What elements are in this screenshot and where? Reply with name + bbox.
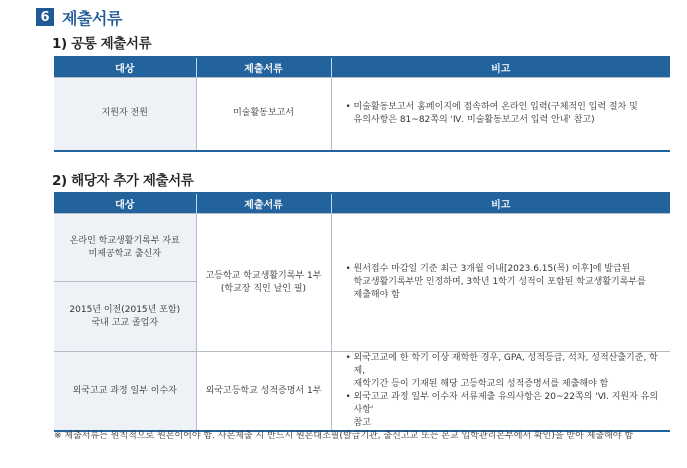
additional-heading: 2) 해당자 추가 제출서류 [52,173,194,189]
remark-bullet [346,263,661,302]
remark-line: 제출해야 함 [353,290,400,300]
header-target: 대상 [54,57,196,78]
header-document: 제출서류 [196,57,331,78]
remark-line: 미술활동보고서 홈페이지에 접속하여 온라인 입력(구체적인 입력 절차 및 [353,101,638,112]
document-cell: 미술활동보고서 [196,78,331,151]
remark-bullet [346,101,661,127]
document-cell: 외국고등학교 성적증명서 1부 [196,352,331,432]
remark-bullet [346,391,661,430]
target-cell: 외국고교 과정 일부 이수자 [54,352,196,432]
header-remark: 비고 [331,57,670,78]
remark-line: 학교생활기록부만 인정하며, 3학년 1학기 성적이 포함된 학교생활기록부를 [353,277,646,287]
remark-line: 원서접수 마감일 기준 최근 3개월 이내[2023.6.15(목) 이후]에 발급된 [353,264,631,274]
common-documents-table [54,56,670,152]
document-line: (학교장 직인 날인 필) [220,283,307,294]
remark-line: 유의사항은 81~82쪽의 'Ⅳ. 미술활동보고서 입력 안내' 참고) [353,114,595,125]
remark-cell [331,78,670,151]
remark-line: 참고 [353,418,371,428]
remark-line: 외국고교에 한 학기 이상 재학한 경우, GPA, 성적등급, 석차, 성적산출기준, 학제, [353,353,658,376]
target-cell [54,282,196,352]
target-line: 국내 고교 졸업자 [91,317,159,328]
target-line: 2015년 이전(2015년 포함) [69,304,181,315]
section-number: 6 [36,8,54,26]
table-row [54,214,670,282]
header-target: 대상 [54,193,196,214]
remark-cell [331,352,670,432]
section-title: 제출서류 [62,8,122,28]
table-header-row [54,193,670,214]
header-remark: 비고 [331,193,670,214]
remark-bullet [346,352,661,391]
table-row [54,352,670,432]
remark-cell [331,214,670,352]
target-line: 미제공학교 출신자 [88,248,161,259]
common-heading: 1) 공통 제출서류 [52,36,152,52]
target-cell: 지원자 전원 [54,78,196,151]
document-cell [196,214,331,352]
remark-line: 외국고교 과정 일부 이수자 서류제출 유의사항은 20~22쪽의 'Ⅵ. 지원자 유의사항' [353,392,659,415]
header-document: 제출서류 [196,193,331,214]
additional-documents-table [54,192,670,432]
target-cell [54,214,196,282]
footnote: ※ 제출서류는 원칙적으로 원본이어야 함. 사본제출 시 반드시 원본대조필(발급기관, 출신고교 또는 본교 입학관리본부에서 확인)을 받아 제출해야 함 [54,431,634,441]
target-line: 온라인 학교생활기록부 자료 [69,235,180,246]
remark-line: 재학기간 등이 기재된 해당 고등학교의 성적증명서를 제출해야 함 [353,379,609,389]
table-row [54,78,670,151]
table-header-row [54,57,670,78]
document-line: 고등학교 학교생활기록부 1부 [205,270,322,281]
section-header [36,6,122,28]
